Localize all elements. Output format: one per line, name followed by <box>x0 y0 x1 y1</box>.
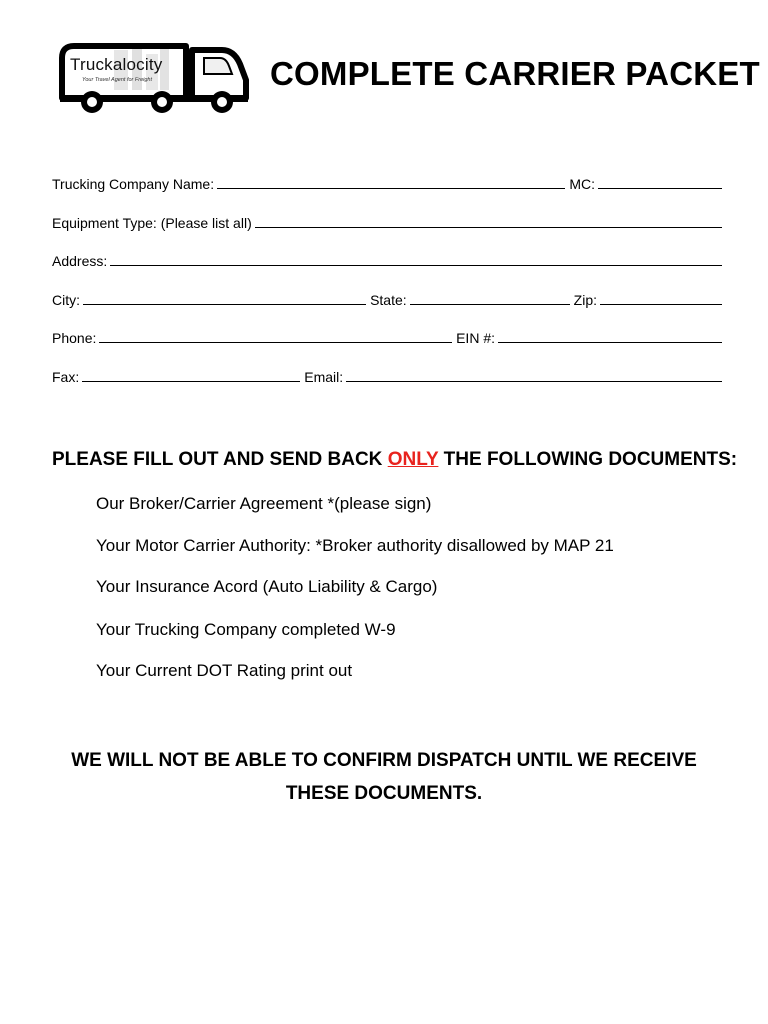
notice-line-1: WE WILL NOT BE ABLE TO CONFIRM DISPATCH UNTIL WE RECEIVE <box>71 750 697 771</box>
mc-label: MC: <box>569 176 595 192</box>
zip-label: Zip: <box>573 292 597 308</box>
list-item: Your Trucking Company completed W-9 <box>96 620 396 639</box>
fax-label: Fax: <box>52 369 80 385</box>
form-row-equipment <box>52 211 722 231</box>
ein-label: EIN #: <box>456 330 495 346</box>
logo-tagline: Your Travel Agent for Freight <box>82 77 153 83</box>
form-row-city <box>52 288 722 308</box>
list-item: Our Broker/Carrier Agreement *(please sign) <box>96 494 432 513</box>
equipment-type-label: Equipment Type: (Please list all) <box>52 215 252 231</box>
dispatch-notice <box>0 744 768 810</box>
company-name-label: Trucking Company Name: <box>52 176 215 192</box>
state-label: State: <box>370 292 407 308</box>
city-label: City: <box>52 292 80 308</box>
documents-heading-only: ONLY <box>387 449 439 470</box>
phone-label: Phone: <box>52 330 97 346</box>
email-label: Email: <box>304 369 344 385</box>
truckalocity-logo <box>54 40 254 114</box>
address-label: Address: <box>52 253 108 269</box>
list-item: Your Insurance Acord (Auto Liability & Cargo) <box>96 577 438 596</box>
phone-field[interactable] <box>99 328 452 343</box>
documents-heading-start: PLEASE FILL OUT AND SEND BACK <box>52 449 388 470</box>
documents-heading <box>52 449 737 471</box>
documents-heading-end: THE FOLLOWING DOCUMENTS: <box>438 449 738 470</box>
zip-field[interactable] <box>600 290 722 305</box>
city-field[interactable] <box>83 290 366 305</box>
mc-field[interactable] <box>598 174 722 189</box>
form-row-address <box>52 249 722 269</box>
notice-line-2: THESE DOCUMENTS. <box>285 783 483 804</box>
list-item: Your Motor Carrier Authority: *Broker authority disallowed by MAP 21 <box>96 536 614 555</box>
page-title: COMPLETE CARRIER PACKET <box>270 55 760 92</box>
logo-name: Truckalocity <box>70 55 163 74</box>
form-row-phone <box>52 326 722 346</box>
fax-field[interactable] <box>82 367 300 382</box>
address-field[interactable] <box>110 251 722 266</box>
form-row-company <box>52 172 722 192</box>
company-name-field[interactable] <box>217 174 565 189</box>
list-item: Your Current DOT Rating print out <box>96 661 353 680</box>
form-row-fax <box>52 365 722 385</box>
equipment-type-field[interactable] <box>255 213 722 228</box>
email-field[interactable] <box>346 367 722 382</box>
state-field[interactable] <box>410 290 570 305</box>
ein-field[interactable] <box>498 328 722 343</box>
